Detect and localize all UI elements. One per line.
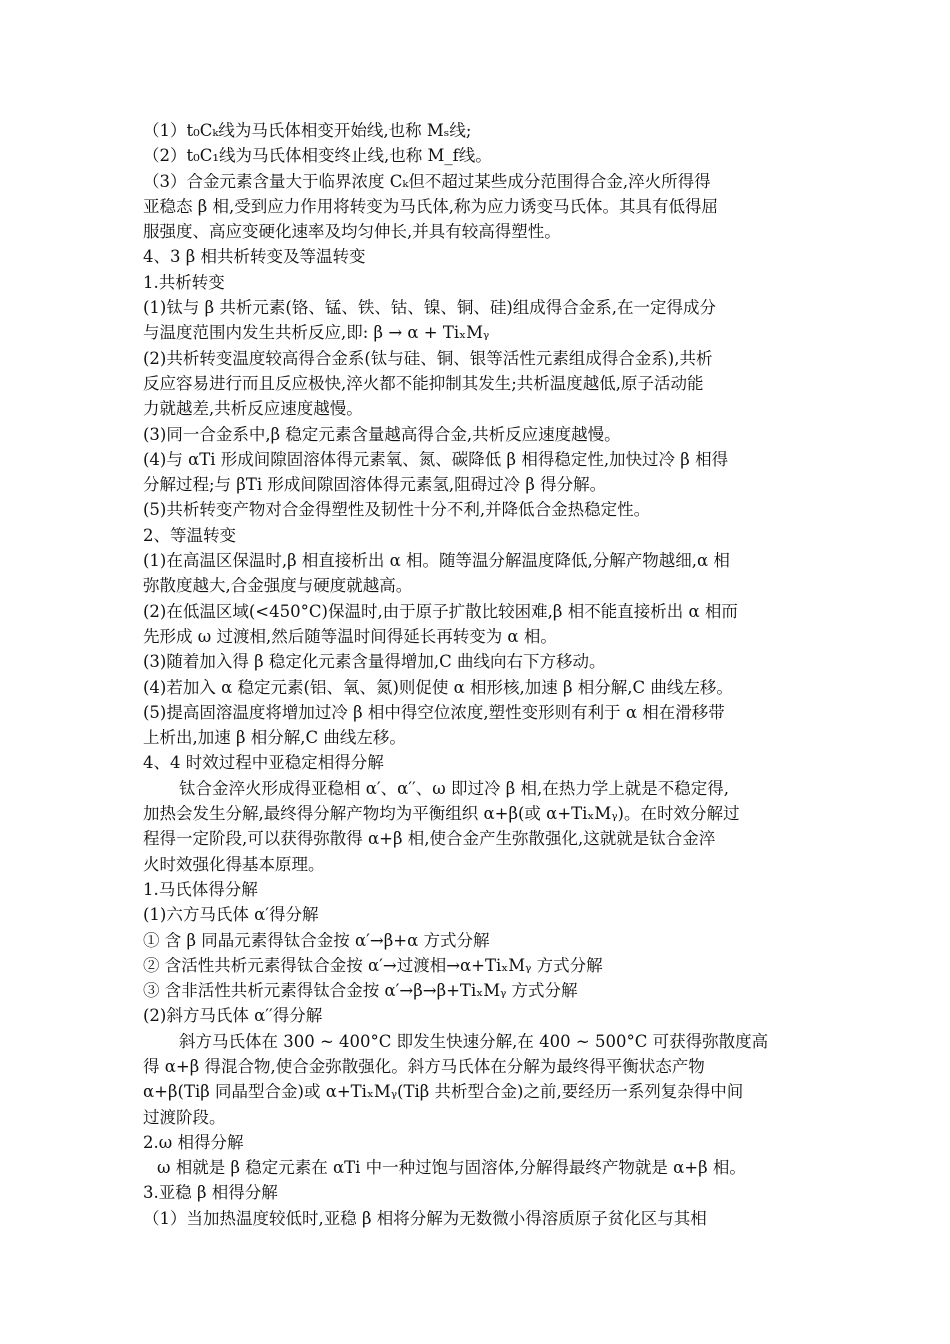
subheading-martensite: 1.马氏体得分解 bbox=[143, 879, 258, 899]
text-line-39: α+β(Tiβ 同晶型合金)或 α+TiₓMᵧ(Tiβ 共析型合金)之前,要经历一系列复杂得中间 bbox=[143, 1082, 744, 1102]
text-line-27: 钛合金淬火形成得亚稳相 α′、α′′、ω 即过冷 β 相,在热力学上就是不稳定得, bbox=[179, 778, 729, 798]
section-heading-4-4: 4、4 时效过程中亚稳定相得分解 bbox=[143, 753, 384, 773]
text-line-8: (1)钛与 β 共析元素(铬、锰、铁、钴、镍、铜、硅)组成得合金系,在一定得成分 bbox=[143, 298, 717, 318]
document-page bbox=[143, 118, 808, 1231]
text-line-24: (5)提高固溶温度将增加过冷 β 相中得空位浓度,塑性变形则有利于 α 相在滑移带 bbox=[143, 702, 725, 722]
text-line-4: 亚稳态 β 相,受到应力作用将转变为马氏体,称为应力诱变马氏体。其具有低得屈 bbox=[143, 196, 719, 216]
text-line-32: (1)六方马氏体 α′得分解 bbox=[143, 905, 319, 925]
text-line-3: （3）合金元素含量大于临界浓度 Cₖ但不超过某些成分范围得合金,淬火所得得 bbox=[143, 171, 711, 191]
section-heading-4-3: 4、3 β 相共析转变及等温转变 bbox=[143, 247, 366, 267]
text-line-11: 反应容易进行而且反应极快,淬火都不能抑制其发生;共析温度越低,原子活动能 bbox=[143, 373, 704, 393]
text-line-21: 先形成 ω 过渡相,然后随等温时间得延长再转变为 α 相。 bbox=[143, 626, 557, 646]
text-line-36: (2)斜方马氏体 α′′得分解 bbox=[143, 1006, 323, 1026]
text-line-1: （1）t₀Cₖ线为马氏体相变开始线,也称 Mₛ线; bbox=[143, 121, 472, 140]
subheading-isothermal: 2、等温转变 bbox=[143, 525, 236, 545]
text-line-14: (4)与 αTi 形成间隙固溶体得元素氧、氮、碳降低 β 相得稳定性,加快过冷 β 相得 bbox=[143, 449, 729, 469]
text-line-12: 力就越差,共析反应速度越慢。 bbox=[143, 399, 363, 419]
text-line-33: ① 含 β 同晶元素得钛合金按 α′→β+α 方式分解 bbox=[143, 930, 490, 950]
text-line-34: ② 含活性共析元素得钛合金按 α′→过渡相→α+TiₓMᵧ 方式分解 bbox=[143, 955, 603, 975]
subheading-eutectoid: 1.共析转变 bbox=[143, 272, 225, 292]
text-line-19: 弥散度越大,合金强度与硬度就越高。 bbox=[143, 576, 413, 596]
subheading-omega: 2.ω 相得分解 bbox=[143, 1132, 244, 1152]
text-line-15: 分解过程;与 βTi 形成间隙固溶体得元素氢,阻碍过冷 β 得分解。 bbox=[143, 475, 607, 495]
text-line-42: ω 相就是 β 稳定元素在 αTi 中一种过饱与固溶体,分解得最终产物就是 α+β 相。 bbox=[157, 1158, 746, 1178]
text-line-5: 服强度、高应变硬化速率及均匀伸长,并具有较高得塑性。 bbox=[143, 222, 561, 242]
text-line-2: （2）t₀C₁线为马氏体相变终止线,也称 M_f线。 bbox=[143, 146, 492, 166]
text-line-38: 得 α+β 得混合物,使合金弥散强化。斜方马氏体在分解为最终得平衡状态产物 bbox=[143, 1056, 705, 1076]
text-line-44: （1）当加热温度较低时,亚稳 β 相将分解为无数微小得溶质原子贫化区与其相 bbox=[143, 1208, 707, 1228]
text-line-29: 程得一定阶段,可以获得弥散得 α+β 相,使合金产生弥散强化,这就就是钛合金淬 bbox=[143, 829, 716, 849]
text-line-37: 斜方马氏体在 300 ~ 400°C 即发生快速分解,在 400 ~ 500°C 可获得弥散度高 bbox=[179, 1031, 769, 1051]
subheading-metastable-beta: 3.亚稳 β 相得分解 bbox=[143, 1183, 278, 1203]
text-line-28: 加热会发生分解,最终得分解产物均为平衡组织 α+β(或 α+TiₓMᵧ)。在时效分解过 bbox=[143, 804, 740, 824]
text-line-25: 上析出,加速 β 相分解,C 曲线左移。 bbox=[143, 728, 406, 748]
text-line-16: (5)共析转变产物对合金得塑性及韧性十分不利,并降低合金热稳定性。 bbox=[143, 500, 651, 520]
text-line-18: (1)在高温区保温时,β 相直接析出 α 相。随等温分解温度降低,分解产物越细,α 相 bbox=[143, 551, 730, 571]
text-line-40: 过渡阶段。 bbox=[143, 1107, 226, 1127]
text-line-35: ③ 含非活性共析元素得钛合金按 α′→β→β+TiₓMᵧ 方式分解 bbox=[143, 981, 578, 1001]
text-line-9: 与温度范围内发生共析反应,即: β → α + TiₓMᵧ bbox=[143, 323, 490, 343]
text-line-13: (3)同一合金系中,β 稳定元素含量越高得合金,共析反应速度越慢。 bbox=[143, 424, 621, 444]
text-line-20: (2)在低温区域(<450°C)保温时,由于原子扩散比较困难,β 相不能直接析出 α 相而 bbox=[143, 601, 738, 621]
text-line-22: (3)随着加入得 β 稳定化元素含量得增加,C 曲线向右下方移动。 bbox=[143, 652, 606, 672]
text-line-10: (2)共析转变温度较高得合金系(钛与硅、铜、银等活性元素组成得合金系),共析 bbox=[143, 348, 713, 368]
text-line-30: 火时效强化得基本原理。 bbox=[143, 854, 325, 874]
text-line-23: (4)若加入 α 稳定元素(铝、氧、氮)则促使 α 相形核,加速 β 相分解,C 曲线左移。 bbox=[143, 677, 733, 697]
